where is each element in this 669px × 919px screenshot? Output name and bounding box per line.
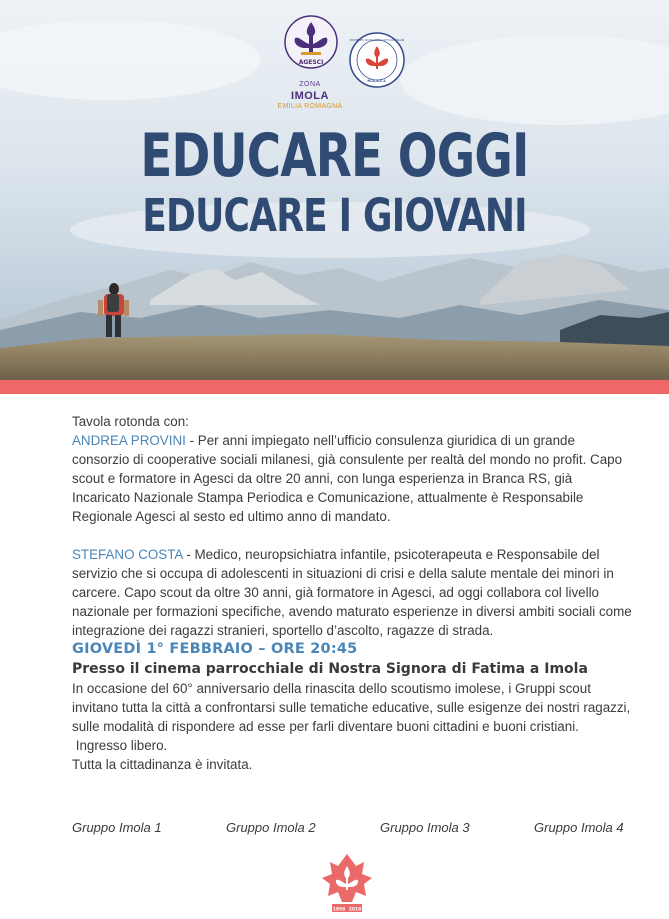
event-date: GIOVEDÌ 1° FEBBRAIO – ORE 20:45 [72, 641, 358, 657]
city-label: IMOLA [291, 90, 329, 102]
event-venue: Presso il cinema parrocchiale di Nostra Signora di Fatima a Imola [72, 661, 588, 677]
header-logos [0, 14, 669, 114]
speaker-2-name: STEFANO COSTA [72, 547, 183, 562]
entry-note: Ingresso libero. [72, 738, 168, 753]
speaker-2 [72, 545, 632, 640]
hero-photo [0, 0, 669, 380]
svg-text:1958: 1958 [332, 907, 346, 913]
svg-text:AGESCI: AGESCI [298, 59, 324, 66]
group-1: Gruppo Imola 1 [72, 820, 162, 835]
speaker-1 [72, 431, 632, 526]
svg-text:M.A.S.C.I.: M.A.S.C.I. [367, 79, 387, 83]
group-2: Gruppo Imola 2 [226, 820, 316, 835]
main-title-line2: EDUCARE I GIOVANI [142, 189, 527, 242]
intro-label: Tavola rotonda con: [72, 414, 189, 429]
zona-label: ZONA [299, 81, 321, 88]
event-description: In occasione del 60° anniversario della rinascita dello scoutismo imolese, i Gruppi scout invitano tutta la città a confrontarsi sulle tematiche educative, sulle esigenze dei nostri ragazzi, sulle modalità di rispondere ad esse per farli diventare buoni cittadini e buoni cristiani. [72, 681, 631, 734]
main-title-line1: EDUCARE OGGI [140, 121, 529, 191]
groups-row [72, 820, 642, 840]
invite-note: Tutta la cittadinanza è invitata. [72, 757, 253, 772]
group-4: Gruppo Imola 4 [534, 820, 624, 835]
group-3: Gruppo Imola 3 [380, 820, 470, 835]
svg-text:MOVIMENTO ADULTI SCOUT CATTOLI: MOVIMENTO ADULTI SCOUT CATTOLICI ITALIANI [349, 39, 405, 42]
speaker-1-name: ANDREA PROVINI [72, 433, 186, 448]
masci-logo-icon [349, 32, 405, 88]
region-label: EMILIA ROMAGNA [277, 103, 343, 110]
event-details [72, 412, 632, 774]
anniversary-logo-icon [320, 852, 374, 916]
accent-stripe [0, 380, 669, 394]
speaker-1-bio: - Per anni impiegato nell’ufficio consulenza giuridica di un grande consorzio di cooperative sociali milanesi, già consulente per realtà del mondo no profit. Capo scout e formatore in Agesci da oltre 20 anni, con lunga esperienza in Branca RS, già Incaricato Nazionale Stampa Periodica e Comunicazione, attualmente è Responsabile Regionale Agesci al sesto ed ultimo anno di mandato. [72, 433, 623, 524]
agesci-logo-icon [283, 14, 339, 80]
speaker-2-bio: - Medico, neuropsichiatra infantile, psicoterapeuta e Responsabile del servizio che si occupa di adolescenti in situazioni di crisi e della salute mentale dei minori in carcere. Capo scout da oltre 30 anni, già formatore in Agesci, ad oggi collabora col livello nazionale per formazioni specifiche, avendo maturato esperienze in diversi ambiti sociali come integrazione dei ragazzi stranieri, sportello d’ascolto, ragazze di strada. [72, 547, 632, 638]
svg-text:2018: 2018 [348, 907, 362, 913]
